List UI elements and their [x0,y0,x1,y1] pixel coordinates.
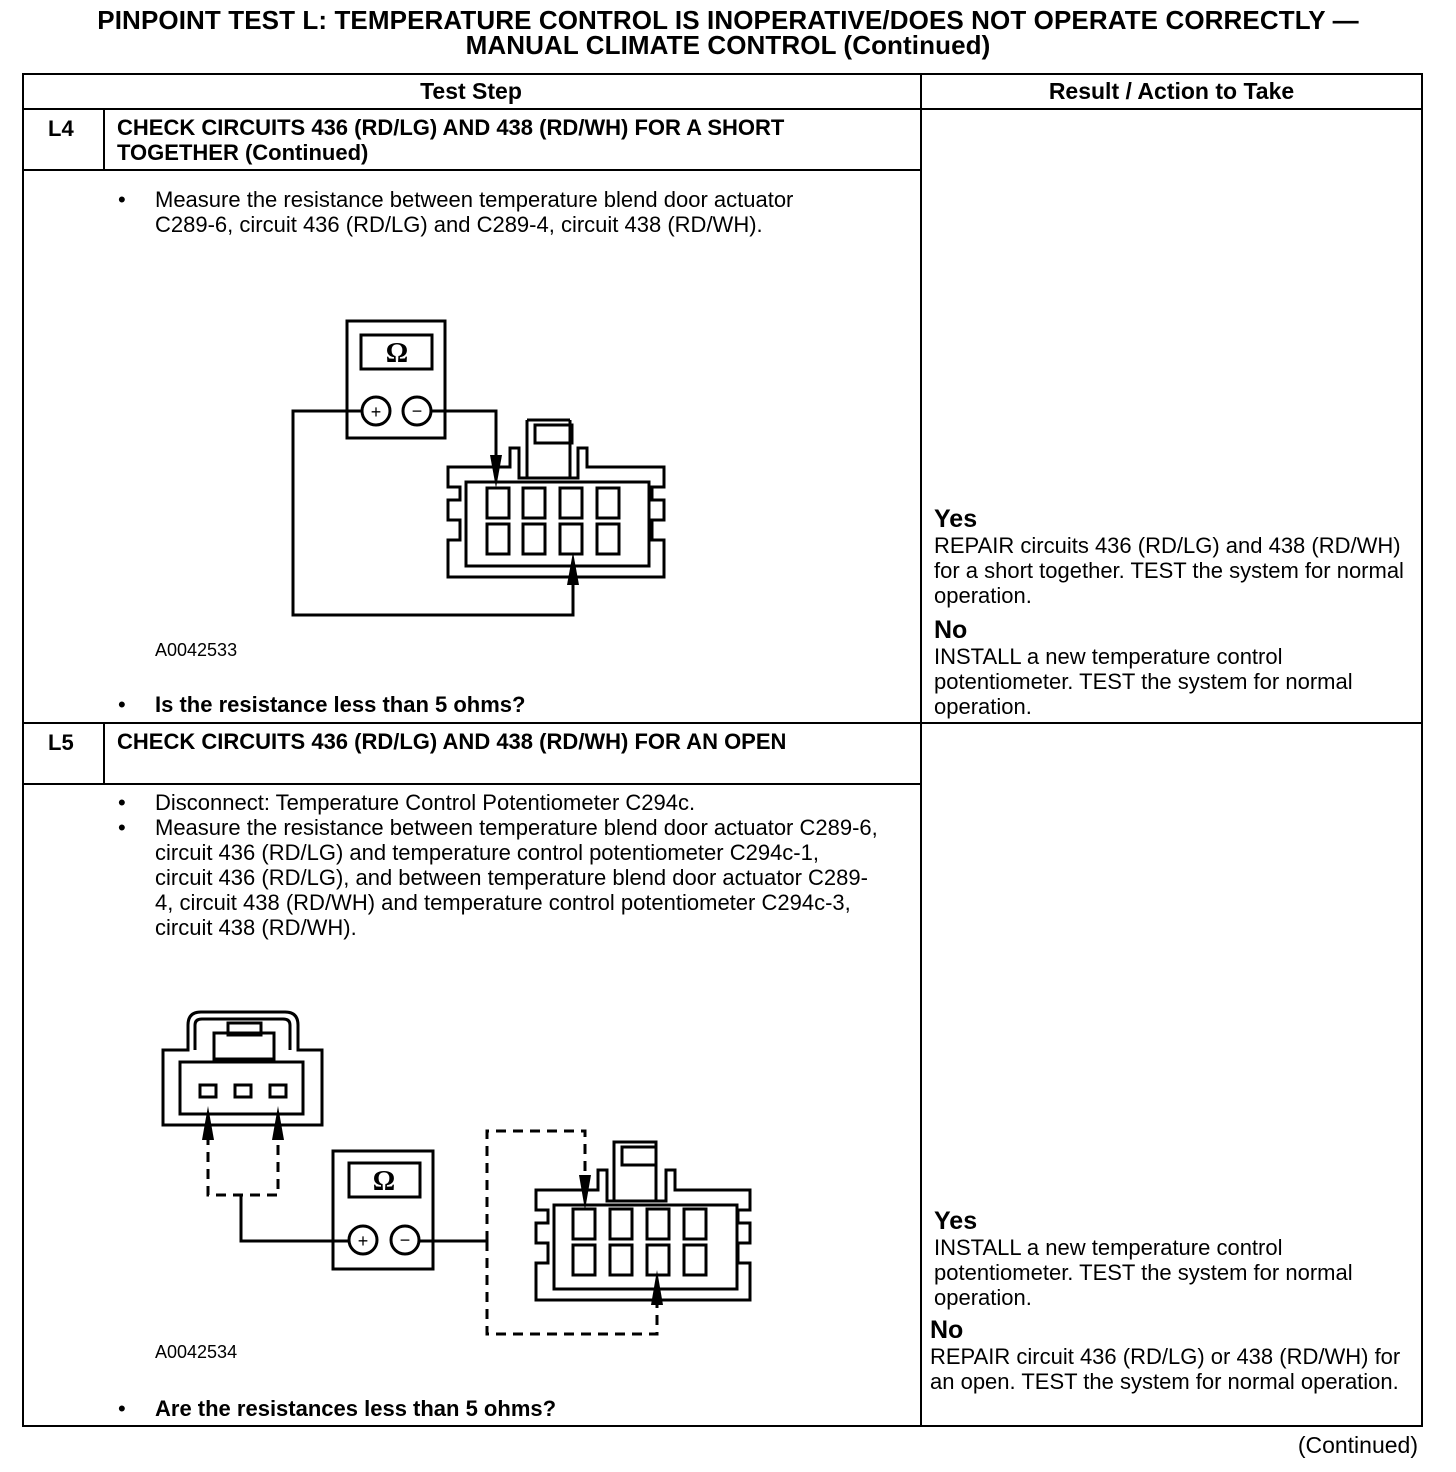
result-no [930,1316,1420,1394]
no-label: No [930,1316,964,1344]
no-action: REPAIR circuit 436 (RD/LG) or 438 (RD/WH) for an open. TEST the system for normal operation. [930,1344,1401,1394]
column-header-test-step: Test Step [420,78,522,104]
step-question: • Are the resistances less than 5 ohms? [118,1396,556,1421]
page-title-line-2: MANUAL CLIMATE CONTROL (Continued) [465,30,991,60]
figure-id: A0042534 [155,1342,238,1362]
step-id: L4 [48,116,74,141]
svg-text:+: + [370,402,382,422]
no-label: No [934,616,968,644]
connector-c289-icon [536,1170,750,1300]
ohm-symbol: Ω [372,1166,396,1197]
page-title-line-1: PINPOINT TEST L: TEMPERATURE CONTROL IS INOPERATIVE/DOES NOT OPERATE CORRECTLY — [97,5,1359,35]
result-yes [934,1207,1424,1310]
instruction-item: • Measure the resistance between temperature blend door actuator C289-6, circuit 436 (RD/LG) and C289-4, circuit 438 (RD/WH). [118,187,858,237]
yes-label: Yes [934,505,978,533]
yes-action: INSTALL a new temperature control potentiometer. TEST the system for normal operation. [934,1235,1353,1310]
connector-c294c-icon [163,1012,322,1125]
probe-tip-icon [272,1106,284,1140]
ohm-symbol: Ω [385,338,409,369]
svg-text:−: − [399,1230,411,1250]
svg-text:−: − [411,401,423,421]
probe-tip-icon [202,1106,214,1140]
instruction-item: • Disconnect: Temperature Control Potentiometer C294c. [118,790,878,815]
column-header-result: Result / Action to Take [1048,78,1295,104]
no-action: INSTALL a new temperature control potentiometer. TEST the system for normal operation. [934,644,1353,719]
step-question: • Is the resistance less than 5 ohms? [118,692,525,717]
step-title: CHECK CIRCUITS 436 (RD/LG) AND 438 (RD/WH) FOR A SHORT TOGETHER (Continued) [117,115,785,165]
step-title: CHECK CIRCUITS 436 (RD/LG) AND 438 (RD/WH) FOR AN OPEN [117,729,787,754]
svg-text:+: + [357,1231,369,1251]
instruction-item: • Measure the resistance between temperature blend door actuator C289-6, circuit 436 (RD/LG) and temperature control potentiometer C294c-1, circuit 436 (RD/LG), and between temperature blend door actuator C289-4, circuit 438 (RD/WH) and temperature control potentiometer C294c-3, circuit 438 (RD/WH). [118,815,878,940]
step-id: L5 [48,730,74,755]
figure-id: A0042533 [155,640,238,660]
yes-label: Yes [934,1207,978,1235]
continued-footer: (Continued) [1297,1432,1418,1458]
yes-action: REPAIR circuits 436 (RD/LG) and 438 (RD/WH) for a short together. TEST the system for normal operation. [934,533,1404,608]
